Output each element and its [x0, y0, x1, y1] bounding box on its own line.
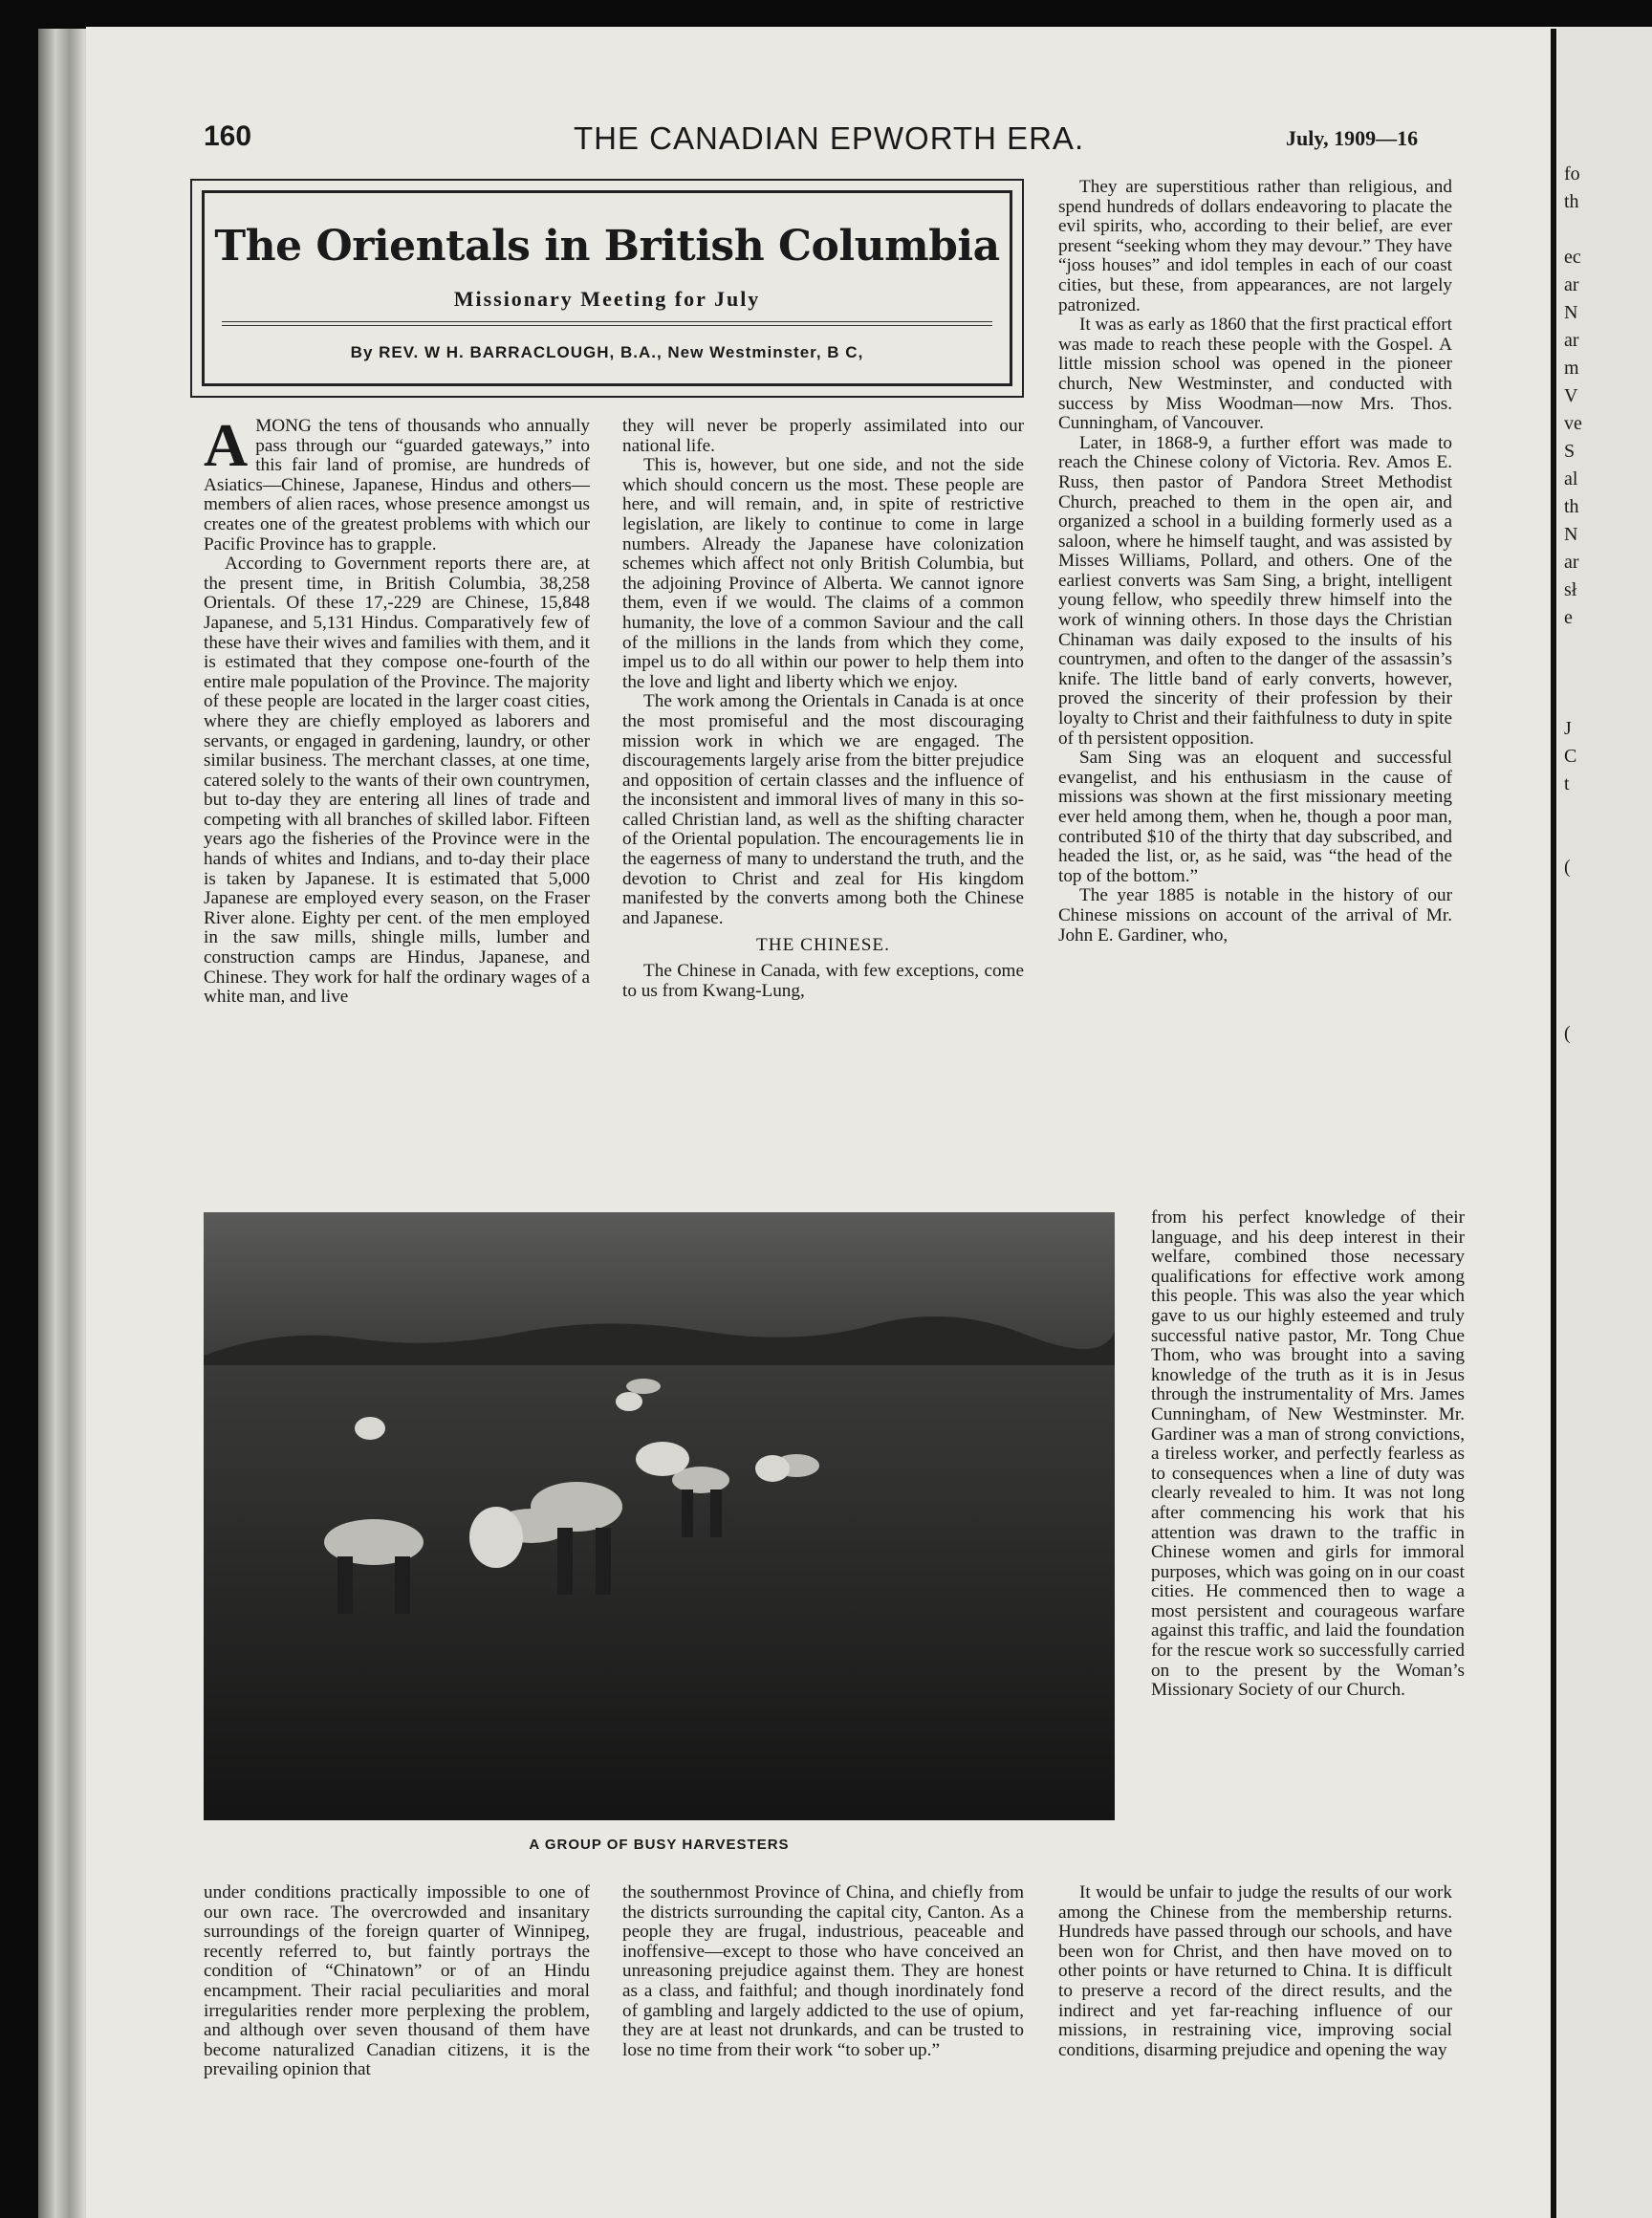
paragraph: The Chinese in Canada, with few exceptions, come to us from Kwang-Lung, — [622, 961, 1024, 1001]
next-page-fragment: V — [1564, 385, 1578, 406]
paragraph-text: MONG the tens of thousands who annually pass through our “guarded gateways,” into this fair land of promise, are hundreds of Asiatics—Chinese, Japanese, Hindus and others—members of alien races, whose presence amongst us creates one of the greatest problems with which our Pacific Province has to grapple. — [204, 416, 590, 554]
column-2-bottom — [622, 1883, 1024, 2060]
paragraph: It was as early as 1860 that the first practical effort was made to reach these people with the Gospel. A little mission school was opened in the pioneer church, New Westminster, and conducted with success by Miss Woodman—now Mrs. Thos. Cunningham, of Vancouver. — [1058, 315, 1452, 434]
next-page-fragment — [1558, 687, 1652, 715]
next-page-fragment: S — [1564, 441, 1576, 462]
next-page-fragment — [1558, 965, 1652, 992]
next-page-fragment: th — [1564, 496, 1579, 517]
photo-caption: A GROUP OF BUSY HARVESTERS — [529, 1837, 790, 1853]
next-page-fragment — [1558, 632, 1652, 660]
paragraph: They are superstitious rather than religious, and spend hundreds of dollars endeavoring to placate the evil spirits, who, according to their belief, are ever present “seeking whom they may devour.” They have “joss houses” and idol temples in each of our coast cities, but these, from appearances, are not largely patronized. — [1058, 177, 1452, 315]
issue-date: July, 1909—16 — [1286, 126, 1419, 150]
paragraph: under conditions practically impossible to one of our own race. The overcrowded and insanitary surroundings of the foreign quarter of Winnipeg, recently referred to, but faintly portrays the condition of “Chinatown” or of an Hindu encampment. Their racial peculiarities and moral irregularities render more perplexing the problem, and although over seven thousand of them have become naturalized Canadian citizens, it is the prevailing opinion that — [204, 1882, 590, 2080]
next-page-fragment — [1558, 216, 1652, 244]
next-page-fragment — [1558, 660, 1652, 687]
article-title: The Orientals in British Columbia — [214, 222, 1000, 271]
photo-illustration — [204, 1212, 1115, 1820]
next-page-fragment: al — [1564, 468, 1578, 489]
paragraph: This is, however, but one side, and not the side which should concern us the most. These people are here, and will remain, and, in spite of restrictive legislation, are likely to continue to come in large numbers. Already the Japanese have colonization schemes which affect not only British Columbia, but the adjoining Province of Alberta. We cannot ignore them, even if we would. The claims of a common humanity, the love of a common Saviour and the call of the millions in the lands from which they come, impel us to do all within our power to help them into the love and light and liberty which we enjoy. — [622, 455, 1024, 692]
page-gutter — [1551, 29, 1556, 2218]
article-title-box — [190, 179, 1024, 398]
next-page-fragment — [1558, 937, 1652, 965]
paragraph: Later, in 1868-9, a further effort was made to reach the Chinese colony of Victoria. Rev. Amos E. Russ, then pastor of Pandora Street Methodist Church, preached to them in the open air, and organized a school in a building formerly used as a saloon, where he himself taught, and was assisted by Misses Williams, Pollard, and others. One of the earliest converts was Sam Sing, a bright, intelligent young fellow, who speedily threw himself into the work of winning others. In those days the Christian Chinaman was daily exposed to the insults of his countrymen, and often to the danger of the assassin’s knife. The little band of early converts, however, proved the sincerity of their profession by their loyalty to Christ and their faithfulness to duty in spite of th persistent opposition. — [1058, 432, 1452, 749]
harvesters-photo — [204, 1212, 1115, 1820]
title-box-inner-border — [202, 190, 1012, 386]
next-page-fragment: t — [1564, 773, 1570, 794]
column-1-top — [204, 411, 590, 1008]
next-page-edge — [1558, 27, 1652, 2218]
next-page-fragment — [1558, 909, 1652, 937]
next-page-fragment: ec — [1564, 247, 1581, 268]
paragraph: The year 1885 is notable in the history of our Chinese missions on account of the arrival of Mr. John E. Gardiner, who, — [1058, 885, 1452, 946]
next-page-fragment: e — [1564, 607, 1573, 628]
next-page-fragment: m — [1564, 358, 1579, 379]
page-number: 160 — [204, 120, 252, 152]
paragraph: the southernmost Province of China, and chiefly from the districts surrounding the capital city, Canton. As a people they are frugal, industrious, peaceable and inoffensive—except to those who have conceived an unreasoning prejudice against them. They are honest as a class, and faithful; and though inordinately fond of gambling and largely addicted to the use of opium, they are at least not drunkards, and can be trusted to lose no time from their work “to sober up.” — [622, 1882, 1024, 2060]
drop-cap: A — [204, 411, 249, 479]
byline: By REV. W H. BARRACLOUGH, B.A., New Westminster, B C, — [350, 343, 864, 361]
paragraph: It would be unfair to judge the results of our work among the Chinese from the membership returns. Hundreds have passed through our schools, and have been won for Christ, and then have moved on to other points or have returned to China. It is difficult to preserve a record of the direct results, and the indirect and yet far-reaching influence of our missions, in restraining vice, improving social conditions, disarming prejudice and opening the way — [1058, 1882, 1452, 2060]
paragraph: they will never be properly assimilated into our national life. — [622, 416, 1024, 456]
next-page-fragment: ( — [1564, 1023, 1571, 1044]
next-page-fragment: sł — [1564, 579, 1577, 600]
next-page-fragment: ar — [1564, 330, 1579, 351]
section-heading: THE CHINESE. — [756, 935, 890, 956]
next-page-fragment — [1558, 992, 1652, 1020]
column-2-top — [622, 417, 1024, 1001]
column-1-bottom — [204, 1883, 590, 2080]
next-page-fragment: th — [1564, 191, 1579, 212]
next-page-fragment: N — [1564, 302, 1578, 323]
next-page-fragment: ve — [1564, 413, 1582, 434]
next-page-fragment: ar — [1564, 274, 1579, 295]
paragraph: The work among the Orientals in Canada is at once the most promiseful and the most discouraging mission work in which we are engaged. The discouragements largely arise from the bitter prejudice and opposition of certain classes and the influence of the inconsistent and immoral lives of many in this so-called Christian land, as well as the shifting character of the Oriental population. The encouragements lie in the eagerness of many to understand the truth, and the devotion to Christ and zeal for His kingdom manifested by the converts among both the Chinese and Japanese. — [622, 691, 1024, 928]
column-3-wrap — [1151, 1208, 1465, 1701]
next-page-fragment: ( — [1564, 857, 1571, 878]
paragraph: Sam Sing was an eloquent and successful evangelist, and his enthusiasm in the cause of missions was shown at the first missionary meeting ever held among them, when he, though a poor man, contributed $10 of the thirty that day subscribed, and headed the list, or, as he said, was “the head of the top of the bottom.” — [1058, 748, 1452, 886]
next-page-fragment: N — [1564, 524, 1578, 545]
paragraph: from his perfect knowledge of their language, and his deep interest in their welfare, combined those necessary qualifications for effective work among this people. This was also the year which gave to us our highly esteemed and truly successful native pastor, Mr. Tong Chue Thom, who was brought into a saving knowledge of the truth as it is in Jesus through the instrumentality of Mrs. James Cunningham, of New Westminster. Mr. Gardiner was a man of strong convictions, a tireless worker, and perfectly fearless as to consequences when a line of duty was clearly revealed to him. It was not long after commencing his work that his attention was drawn to the traffic in Chinese women and girls for immoral purposes, which was going on in our coast cities. He commenced then to wage a most persistent and courageous warfare against this traffic, and laid the foundation for the rescue work so successfully carried on to the present by the Woman’s Missionary Society of our Church. — [1151, 1207, 1465, 1701]
next-page-fragment: fo — [1564, 163, 1580, 185]
next-page-fragment: C — [1564, 746, 1577, 767]
article-subtitle: Missionary Meeting for July — [453, 287, 761, 311]
column-3 — [1058, 178, 1452, 946]
paragraph — [204, 411, 590, 554]
column-3-bottom — [1058, 1883, 1452, 2060]
next-page-fragment: ar — [1564, 552, 1579, 573]
next-page-fragment: J — [1564, 718, 1572, 739]
running-title: THE CANADIAN EPWORTH ERA. — [574, 120, 1085, 156]
paragraph: According to Government reports there are, at the present time, in British Columbia, 38,258 Orientals. Of these 17,-229 are Chinese, 15,848 Japanese, and 5,131 Hindus. Comparatively few of these have their wives and families with them, and it is estimated that they compose one-fourth of the entire male population of the Province. The majority of these people are located in the larger coast cities, where they are chiefly employed as laborers and servants, or engaged in gardening, laundry, or other similar business. The merchant classes, at one time, catered solely to the wants of their own countrymen, but to-day they are entering all lines of trade and competing with all branches of skilled labor. Fifteen years ago the fisheries of the Province were in the hands of whites and Indians, and to-day their place is taken by Japanese. It is estimated that 5,000 Japanese are employed every season, on the Fraser River alone. Eighty per cent. of the men employed in the saw mills, shingle mills, lumber and construction camps are Hindus, Japanese, and Chinese. They work for half the ordinary wages of a white man, and live — [204, 554, 590, 1008]
title-rule — [222, 321, 992, 326]
next-page-fragment — [1558, 881, 1652, 909]
next-page-fragment — [1558, 826, 1652, 854]
next-page-fragment — [1558, 798, 1652, 826]
